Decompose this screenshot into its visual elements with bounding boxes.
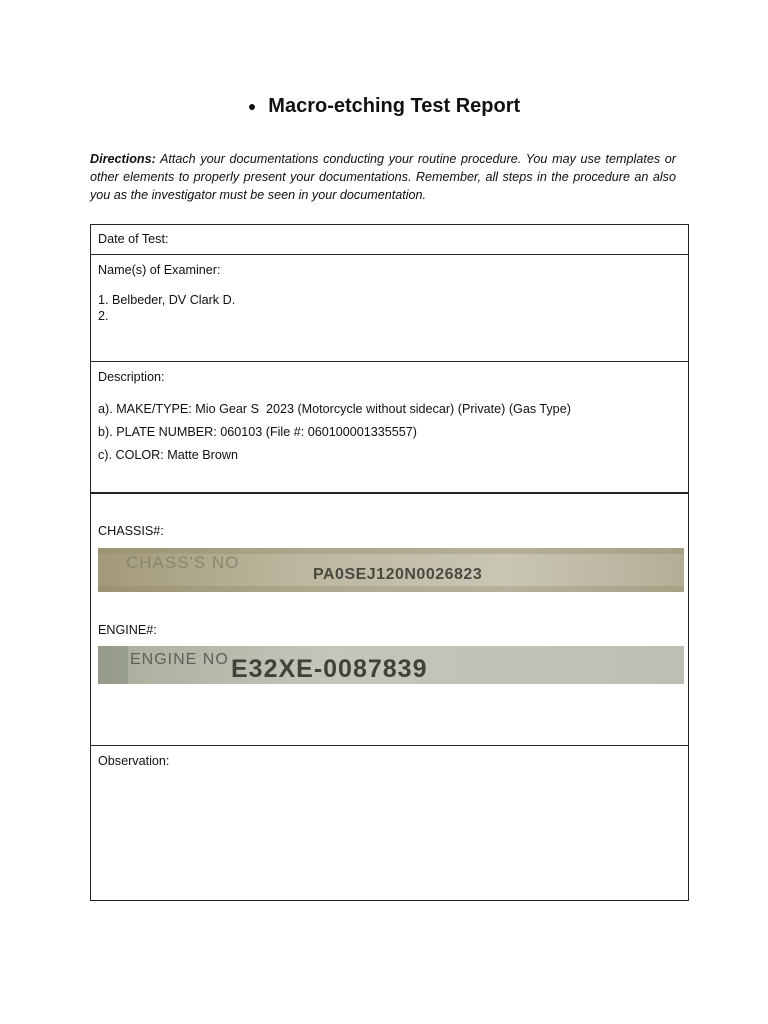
bullet-icon: ● xyxy=(247,98,257,114)
chassis-stamp-label: CHASS'S NO xyxy=(126,553,240,572)
engine-label: ENGINE#: xyxy=(98,623,157,637)
chassis-number-photo xyxy=(98,548,684,592)
directions-paragraph xyxy=(90,150,676,204)
chassis-stamp-value: PA0SEJ120N0026823 xyxy=(313,566,483,583)
description-cell xyxy=(90,361,689,493)
observation-label: Observation: xyxy=(98,754,170,768)
description-label: Description: xyxy=(98,370,165,384)
page-title: Macro-etching Test Report xyxy=(268,94,521,117)
engine-stamp-label: ENGINE NO xyxy=(130,651,229,668)
description-color: c). COLOR: Matte Brown xyxy=(98,448,238,462)
engine-number-photo xyxy=(98,646,684,684)
engine-stamp-value: E32XE-0087839 xyxy=(231,655,428,683)
date-of-test-cell xyxy=(90,224,689,254)
chassis-engine-cell xyxy=(90,492,689,745)
examiner-1: 1. Belbeder, DV Clark D. xyxy=(98,293,236,307)
title-row xyxy=(0,93,768,119)
directions-label: Directions: xyxy=(90,152,156,166)
directions-text: Attach your documentations conducting your routine procedure. You may use templates or other elements to properly present your documentations. Remember, all steps in the procedure an also you as the investigator must be seen in your documentation. xyxy=(90,152,676,202)
examiner-label: Name(s) of Examiner: xyxy=(98,263,221,277)
description-plate-number: b). PLATE NUMBER: 060103 (File #: 060100001335557) xyxy=(98,425,417,439)
chassis-label: CHASSIS#: xyxy=(98,524,164,538)
description-make-type: a). MAKE/TYPE: Mio Gear S 2023 (Motorcycle without sidecar) (Private) (Gas Type) xyxy=(98,402,571,416)
examiner-2: 2. xyxy=(98,309,109,323)
examiner-cell xyxy=(90,254,689,362)
observation-cell xyxy=(90,745,689,901)
date-of-test-label: Date of Test: xyxy=(98,232,169,246)
